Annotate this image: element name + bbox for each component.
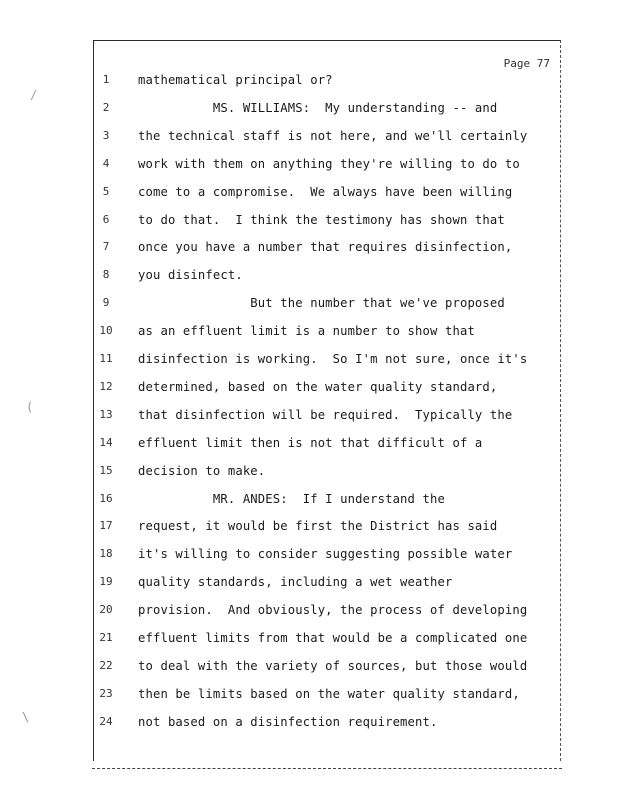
line-text: that disinfection will be required. Typically the [138,407,513,422]
line-number: 16 [99,491,113,505]
margin-mark: / [30,88,38,102]
transcript-line [0,380,618,400]
line-number: 21 [99,631,113,644]
line-text: provision. And obviously, the process of developing [138,603,528,618]
line-number: 1 [102,73,110,86]
line-number: 3 [102,128,110,142]
line-number: 7 [102,240,110,254]
line-number: 6 [102,212,110,226]
transcript-line [0,687,618,707]
margin-mark: ( [26,400,34,414]
transcript-line [0,436,618,456]
transcript-line [0,547,618,567]
transcript-line [0,603,618,623]
line-number: 20 [99,603,113,617]
transcript-line [0,73,618,93]
line-number: 22 [99,658,113,672]
line-text: But the number that we've proposed [138,296,505,311]
line-number: 17 [99,519,113,533]
margin-mark: \ [22,710,30,724]
line-text: work with them on anything they're willing to do to [138,156,520,171]
line-number: 15 [99,463,113,477]
line-text: effluent limits from that would be a complicated one [138,631,528,645]
line-number: 12 [99,379,113,393]
line-text: come to a compromise. We always have been willing [138,184,513,199]
transcript-line [0,464,618,484]
line-text: decision to make. [138,463,266,478]
line-text: once you have a number that requires disinfection, [138,240,513,255]
line-text: mathematical principal or? [138,73,333,87]
line-number: 23 [99,686,113,700]
transcript-line [0,240,618,260]
transcript-line [0,519,618,539]
transcript-line [0,659,618,679]
line-number: 18 [99,547,113,561]
transcript-line [0,575,618,595]
transcript-line [0,715,618,735]
line-number: 13 [99,407,113,421]
transcript-line [0,492,618,512]
transcript-line [0,213,618,233]
line-number: 4 [102,156,110,170]
transcript-line [0,408,618,428]
line-number: 10 [99,324,113,338]
line-text: determined, based on the water quality standard, [138,379,498,394]
transcript-line [0,352,618,372]
line-text: not based on a disinfection requirement. [138,714,438,729]
transcript-line [0,157,618,177]
line-text: to do that. I think the testimony has shown that [138,212,505,227]
transcript-line [0,185,618,205]
line-text: the technical staff is not here, and we'll certainly [138,128,528,143]
transcript-line [0,296,618,316]
transcript-line [0,324,618,344]
line-text: to deal with the variety of sources, but those would [138,658,528,673]
line-number: 19 [99,575,113,589]
transcript-line [0,129,618,149]
line-number: 24 [99,714,113,728]
transcript-line [0,268,618,288]
line-text: MR. ANDES: If I understand the [138,491,445,506]
line-text: quality standards, including a wet weather [138,575,453,590]
line-text: effluent limit then is not that difficult of a [138,435,483,450]
line-number: 2 [102,100,110,114]
line-text: disinfection is working. So I'm not sure, once it's [138,352,528,366]
line-number: 5 [102,184,110,198]
line-text: MS. WILLIAMS: My understanding -- and [138,100,498,115]
line-text: then be limits based on the water quality standard, [138,686,520,701]
line-number: 14 [99,435,113,449]
transcript-line [0,631,618,651]
line-number: 11 [99,352,113,365]
line-text: you disinfect. [138,268,243,283]
page-number: Page 77 [503,57,550,70]
line-text: request, it would be first the District has said [138,519,498,534]
line-text: as an effluent limit is a number to show that [138,324,475,339]
line-number: 8 [102,268,110,282]
line-text: it's willing to consider suggesting possible water [138,547,513,562]
line-number: 9 [102,296,110,310]
transcript-line [0,101,618,121]
